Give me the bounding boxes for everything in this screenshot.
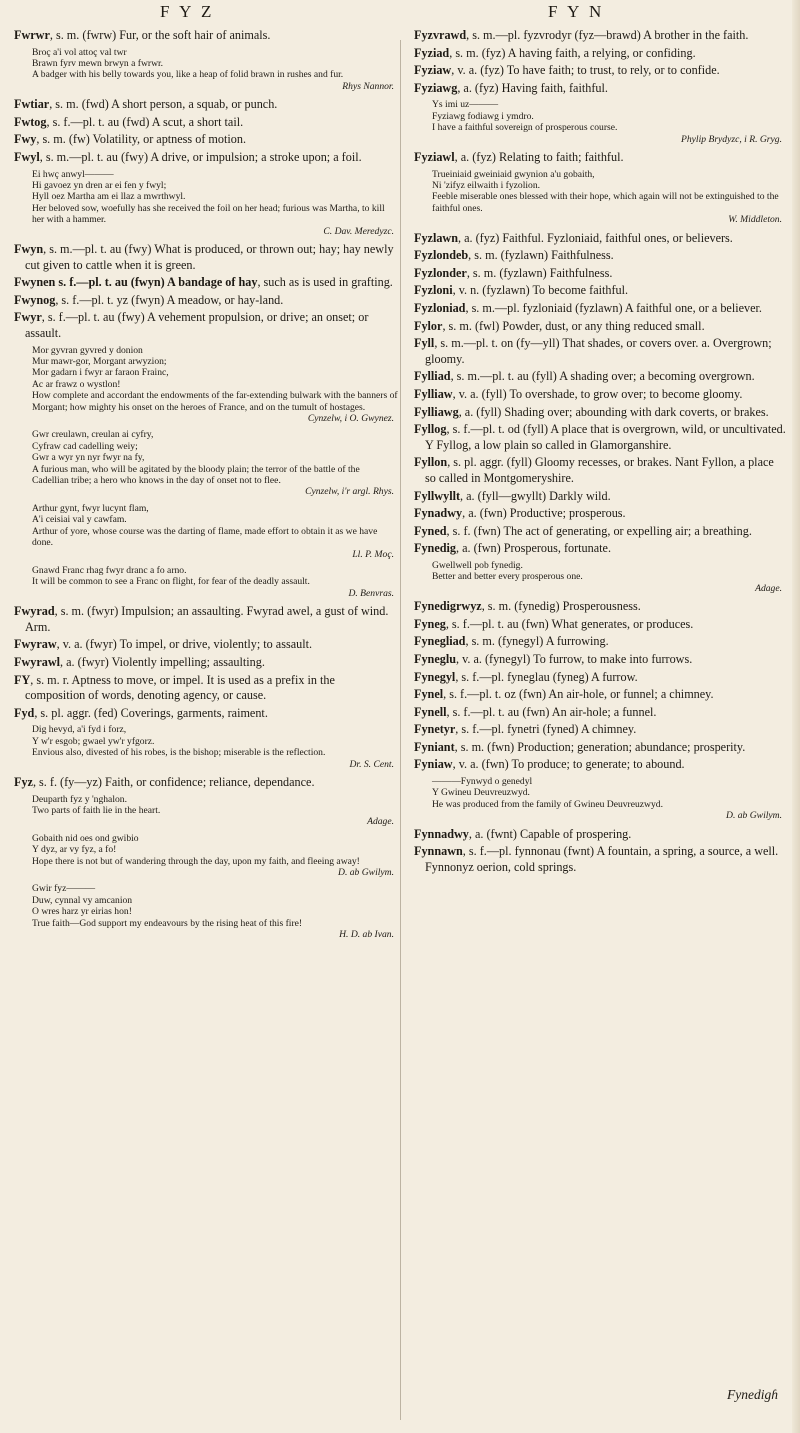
dictionary-entry: Fynedig, a. (fwn) Prosperous, fortunate. xyxy=(414,541,611,556)
quotation-line: Y dyz, ar vy fyz, a fo! xyxy=(32,844,117,856)
dictionary-entry: Fyniaw, v. a. (fwn) To produce; to generate; to abound. xyxy=(414,757,685,772)
entry-headword: Fyzvrawd xyxy=(414,28,467,42)
entry-headword: Fyziad xyxy=(414,45,450,60)
entry-headword: Fynegliad xyxy=(414,634,466,649)
dictionary-entry: Fwy, s. m. (fw) Volatility, or aptness of motion. xyxy=(14,132,246,147)
quotation-line: Ni 'zifyz eilwaith i fyzolion. xyxy=(432,180,541,191)
quotation-line: Dig hevyd, a'i fyd i forz, xyxy=(32,724,127,736)
quotation-line: Ys imi uz——— xyxy=(432,99,499,111)
quotation-line: A furious man, who will be agitated by the bloody plain; the terror of the battle of the Cadellian tribe; a hero who knows in the day of onset not to flee. xyxy=(32,463,360,487)
quotation-line: He was produced from the family of Gwineu Deuvreuzwyd. xyxy=(432,798,663,810)
dictionary-entry: Fwynog, s. f.—pl. t. yz (fwyn) A meadow, or hay-land. xyxy=(14,292,284,307)
dictionary-entry: Fynell, s. f.—pl. t. au (fwn) An air-hole; a funnel. xyxy=(414,704,657,719)
quotation-line: Ac ar frawz o wystlon! xyxy=(32,378,121,390)
quotation-source: H. D. ab Ivan. xyxy=(339,928,394,940)
entry-headword: Fwyn xyxy=(14,242,44,257)
quotation-line: Gobaith nid oes ond gwibio xyxy=(32,832,139,844)
entry-headword: Fyzlonder xyxy=(414,265,467,280)
quotation xyxy=(414,560,786,594)
entry-headword: Fyzlondeb xyxy=(414,248,469,263)
entry-headword: Fyllwyllt xyxy=(414,488,461,503)
quotation-line: A'i ceisiai val y cawfam. xyxy=(32,514,127,526)
entry-headword: Fynnawn xyxy=(414,844,463,859)
quotation-line: Gwellwell pob fynedig. xyxy=(432,559,523,571)
quotation-line: ———Fynwyd o genedyl xyxy=(432,776,533,788)
entry-headword: Fyz xyxy=(14,774,33,789)
quotation-line: Brawn fyrv mewn brwyn a fwrwr. xyxy=(32,58,164,69)
quotation-source: Phylip Brydyzc, i R. Gryg. xyxy=(681,133,782,145)
dictionary-entry: Fyziaw, v. a. (fyz) To have faith; to trust, to rely, or to confide. xyxy=(414,63,720,78)
entry-headword: Fynedig xyxy=(414,541,456,556)
quotation-line: Gwr a wyr yn nyr fwyr na fy, xyxy=(32,452,145,464)
quotation-source: C. Dav. Meredyzc. xyxy=(323,225,394,237)
quotation-line: Gwr creulawn, creulan ai cyfry, xyxy=(32,429,154,441)
dictionary-entry: Fyllog, s. f.—pl. t. od (fyll) A place that is overgrown, wild, or uncultivated. Y Fyllog, a low plain so called in Glamorganshire. xyxy=(414,422,786,452)
quotation-line: Deuparth fyz y 'nghalon. xyxy=(32,793,127,805)
quotation-line: A badger with his belly towards you, like a heap of folid brawn in rushes and fur. xyxy=(32,69,344,81)
dictionary-entry: Fwrwr, s. m. (fwrw) Fur, or the soft hair of animals. xyxy=(14,28,271,42)
quotation-line: Better and better every prosperous one. xyxy=(432,571,583,583)
quotation-line: Duw, cynnal vy amcanion xyxy=(32,894,133,906)
dictionary-entry: Fynnadwy, a. (fwnt) Capable of prospering. xyxy=(414,826,632,841)
entry-headword: Fwyl xyxy=(14,150,40,164)
dictionary-entry: Fwyn, s. m.—pl. t. au (fwy) What is produced, or thrown out; hay; hay newly cut given to cattle when it is green. xyxy=(14,242,394,272)
dictionary-entry: Fwyl, s. m.—pl. t. au (fwy) A drive, or impulsion; a stroke upon; a foil. xyxy=(14,150,362,164)
quotation-line: Y w'r esgob; gwael yw'r yfgorz. xyxy=(32,735,155,747)
dictionary-entry: Fyzvrawd, s. m.—pl. fyzvrodyr (fyz—brawd) A brother in the faith. xyxy=(414,28,749,42)
catchword: Fynedigɦ xyxy=(727,1387,778,1402)
quotation-source: Dr. S. Cent. xyxy=(349,758,394,770)
entry-headword: Fwynen s. f.—pl. t. au (fwyn) A bandage of hay xyxy=(14,275,258,290)
dictionary-entry: Fyziad, s. m. (fyz) A having faith, a relying, or confiding. xyxy=(414,45,696,60)
quotation-line: Mor gyvran gyvred y donion xyxy=(32,344,143,356)
quotation-line: Y Gwineu Deuvreuzwyd. xyxy=(432,787,530,799)
quotation-line: How complete and accordant the endowments of the far-extending bulwark with the banners of Morgant; how mighty his onset on the heroes of France, and on the tumult of hostages. xyxy=(32,390,398,413)
dictionary-entry: Fyllwyllt, a. (fyll—gwyllt) Darkly wild. xyxy=(414,488,611,503)
left-column xyxy=(14,28,398,945)
entry-headword: Fwrwr xyxy=(14,28,50,42)
entry-headword: Fylliawg xyxy=(414,404,459,419)
dictionary-entry: Fyziawl, a. (fyz) Relating to faith; faithful. xyxy=(414,150,624,164)
quotation-source: D. ab Gwilym. xyxy=(726,810,782,822)
quotation-line: Feeble miserable ones blessed with their hope, which again will not be extinguished to the faithful ones. xyxy=(432,191,779,214)
dictionary-entry: Fyziawg, a. (fyz) Having faith, faithful. xyxy=(414,80,608,95)
entry-headword: Fwtog xyxy=(14,114,47,129)
quotation-source: D. Benvras. xyxy=(348,587,394,599)
quotation-line: Hyll oez Martha am ei llaz a mwrthwyl. xyxy=(32,191,186,203)
quotation-line: O wres harz yr eirias hon! xyxy=(32,906,132,918)
entry-headword: Fynnadwy xyxy=(414,826,469,841)
entry-headword: Fyned xyxy=(414,523,447,538)
quotation-line: Hi gavoez yn dren ar ei fen y fwyl; xyxy=(32,180,167,191)
quotation-line: Cyfraw cad cadelling weiy; xyxy=(32,440,138,452)
entry-headword: FY xyxy=(14,672,31,687)
quotation xyxy=(414,99,786,145)
dictionary-entry: Fyned, s. f. (fwn) The act of generating, or expelling air; a breathing. xyxy=(414,523,752,538)
entry-headword: Fylliad xyxy=(414,369,451,384)
page-edge xyxy=(792,0,800,1433)
entry-headword: Fyllog xyxy=(414,422,447,437)
entry-headword: Fylliaw xyxy=(414,386,453,401)
dictionary-entry: Fyzlonder, s. m. (fyzlawn) Faithfulness. xyxy=(414,265,613,280)
dictionary-entry: Fyzloniad, s. m.—pl. fyzloniaid (fyzlawn) A faithful one, or a believer. xyxy=(414,301,762,315)
entry-headword: Fynadwy xyxy=(414,506,463,521)
quotation-line: Fyziawg fodiawg i ymdro. xyxy=(432,110,534,122)
quotation-line: Mor gadarn i fwyr ar faraon Frainc, xyxy=(32,367,169,379)
quotation-source: Adage. xyxy=(755,582,782,594)
dictionary-entry: Fylor, s. m. (fwl) Powder, dust, or any thing reduced small. xyxy=(414,318,705,333)
quotation xyxy=(14,503,398,560)
quotation-source: W. Middleton. xyxy=(728,214,782,226)
dictionary-entry: Fyneglu, v. a. (fynegyl) To furrow, to make into furrows. xyxy=(414,651,693,666)
dictionary-entry: Fyneg, s. f.—pl. t. au (fwn) What generates, or produces. xyxy=(414,616,694,631)
quotation xyxy=(14,883,398,940)
quotation-line: Gwir fyz——— xyxy=(32,883,96,895)
entry-headword: Fyd xyxy=(14,705,35,720)
quotation xyxy=(14,169,398,237)
dictionary-entry: Fyzlondeb, s. m. (fyzlawn) Faithfulness. xyxy=(414,248,614,263)
dictionary-entry: Fyzloni, v. n. (fyzlawn) To become faithful. xyxy=(414,283,629,298)
column-divider xyxy=(400,40,401,1420)
entry-headword: Fwtiar xyxy=(14,97,50,112)
dictionary-entry: Fynnawn, s. f.—pl. fynnonau (fwnt) A fountain, a spring, a source, a well. Fynnonyz oerion, cold springs. xyxy=(414,844,779,874)
entry-headword: Fyzlawn xyxy=(414,230,459,245)
quotation xyxy=(414,776,786,822)
page-header xyxy=(0,2,800,28)
dictionary-entry: Fwyr, s. f.—pl. t. au (fwy) A vehement propulsion, or drive; an onset; or assault. xyxy=(14,310,369,340)
entry-headword: Fyniaw xyxy=(414,757,453,772)
quotation xyxy=(14,345,398,425)
dictionary-entry: Fynegyl, s. f.—pl. fyneglau (fyneg) A furrow. xyxy=(414,669,638,684)
entry-headword: Fyllon xyxy=(414,455,448,470)
quotation xyxy=(14,429,398,497)
quotation-line: It will be common to see a Franc on flight, for fear of the deadly assault. xyxy=(32,576,310,588)
dictionary-entry: Fyz, s. f. (fy—yz) Faith, or confidence; reliance, dependance. xyxy=(14,774,315,789)
dictionary-entry: Fyd, s. pl. aggr. (fed) Coverings, garments, raiment. xyxy=(14,705,268,720)
quotation-line: Arthur of yore, whose course was the darting of flame, made effort to obtain it as we have done. xyxy=(32,525,378,549)
dictionary-entry: Fylliawg, a. (fyll) Shading over; abounding with dark coverts, or brakes. xyxy=(414,404,769,419)
dictionary-entry: FY, s. m. r. Aptness to move, or impel. It is used as a prefix in the composition of words, denoting agency, or cause. xyxy=(14,672,335,703)
dictionary-entry: Fwyraw, v. a. (fwyr) To impel, or drive, violently; to assault. xyxy=(14,637,313,652)
dictionary-entry: Fwtog, s. f.—pl. t. au (fwd) A scut, a short tail. xyxy=(14,114,244,129)
quotation xyxy=(14,724,398,770)
entry-headword: Fwyraw xyxy=(14,637,57,652)
entry-headword: Fynetyr xyxy=(414,722,456,737)
dictionary-entry: Fyzlawn, a. (fyz) Faithful. Fyzloniaid, faithful ones, or believers. xyxy=(414,230,733,245)
quotation-source: Rhys Nannor. xyxy=(342,80,394,92)
entry-headword: Fyneglu xyxy=(414,651,456,666)
dictionary-entry: Fynegliad, s. m. (fynegyl) A furrowing. xyxy=(414,634,609,649)
dictionary-entry: Fylliad, s. m.—pl. t. au (fyll) A shading over; a becoming overgrown. xyxy=(414,369,755,384)
entry-headword: Fynedigrwyz xyxy=(414,599,482,614)
dictionary-entry: Fwyrad, s. m. (fwyr) Impulsion; an assaulting. Fwyrad awel, a gust of wind. Arm. xyxy=(14,604,389,634)
entry-headword: Fyziaw xyxy=(414,63,452,78)
entry-headword: Fynell xyxy=(414,704,447,719)
quotation-line: Envious also, divested of his robes, is the bishop; miserable is the reflection. xyxy=(32,747,326,759)
quotation-line: Arthur gynt, fwyr lucynt flam, xyxy=(32,502,149,514)
quotation xyxy=(14,833,398,879)
entry-headword: Fynel xyxy=(414,687,444,702)
entry-headword: Fwynog xyxy=(14,292,56,307)
entry-headword: Fwyrawl xyxy=(14,654,61,669)
entry-headword: Fyneg xyxy=(414,616,446,631)
entry-headword: Fwyr xyxy=(14,310,42,325)
dictionary-entry: Fyniant, s. m. (fwn) Production; generation; abundance; prosperity. xyxy=(414,739,746,754)
dictionary-entry: Fynadwy, a. (fwn) Productive; prosperous. xyxy=(414,506,626,521)
entry-headword: Fyzloni xyxy=(414,283,453,298)
quotation-source: D. ab Gwilym. xyxy=(338,866,394,878)
quotation-line: Gnawd Franc rhag fwyr dranc a fo arno. xyxy=(32,564,187,576)
quotation-line: Her beloved sow, woefully has she received the foil on her head; furious was Martha, to kill her with a hammer. xyxy=(32,202,385,226)
dictionary-entry: Fwtiar, s. m. (fwd) A short person, a squab, or punch. xyxy=(14,97,278,112)
quotation-source: Cynzelw, i'r argl. Rhys. xyxy=(305,486,394,498)
quotation-line: Ei hwç anwyl——— xyxy=(32,168,114,180)
dictionary-entry: Fyll, s. m.—pl. t. on (fy—yll) That shades, or covers over. a. Overgrown; gloomy. xyxy=(414,336,772,366)
entry-headword: Fwy xyxy=(14,132,37,147)
quotation-line: True faith—God support my endeavours by the rising heat of this fire! xyxy=(32,917,303,929)
entry-headword: Fyzloniad xyxy=(414,301,466,315)
quotation xyxy=(14,47,398,93)
quotation-source: Adage. xyxy=(367,816,394,828)
quotation-line: Hope there is not but of wandering through the day, upon my faith, and fleeing away! xyxy=(32,855,360,867)
dictionary-entry: Fyllon, s. pl. aggr. (fyll) Gloomy recesses, or brakes. Nant Fyllon, a place so called in Montgomeryshire. xyxy=(414,455,774,485)
entry-headword: Fyziawl xyxy=(414,150,455,164)
running-head-right: F Y N xyxy=(548,2,605,21)
quotation-line: Trueiniaid gweiniaid gwynion a'u gobaith, xyxy=(432,168,595,180)
quotation-line: Broç a'i vol attoç val twr xyxy=(32,46,127,58)
entry-headword: Fwyrad xyxy=(14,604,55,619)
dictionary-entry: Fynedigrwyz, s. m. (fynedig) Prosperousness. xyxy=(414,599,641,614)
quotation-line: I have a faithful sovereign of prosperous course. xyxy=(432,122,618,134)
right-column xyxy=(414,28,786,877)
quotation-source: Cynzelw, i O. Gwynez. xyxy=(307,413,394,425)
dictionary-entry: Fynetyr, s. f.—pl. fynetri (fyned) A chimney. xyxy=(414,722,637,737)
entry-headword: Fynegyl xyxy=(414,669,456,684)
quotation-line: Mur mawr-gor, Morgant arwyzion; xyxy=(32,356,167,367)
quotation xyxy=(414,169,786,226)
dictionary-entry: Fylliaw, v. a. (fyll) To overshade, to grow over; to become gloomy. xyxy=(414,386,743,401)
dictionary-entry: Fwyrawl, a. (fwyr) Violently impelling; assaulting. xyxy=(14,654,265,669)
dictionary-entry: Fynel, s. f.—pl. t. oz (fwn) An air-hole, or funnel; a chimney. xyxy=(414,687,714,702)
quotation xyxy=(14,565,398,599)
entry-headword: Fylor xyxy=(414,318,443,333)
entry-headword: Fyll xyxy=(414,336,435,351)
quotation-line: Two parts of faith lie in the heart. xyxy=(32,804,161,816)
entry-headword: Fyziawg xyxy=(414,80,458,95)
running-head-left: F Y Z xyxy=(160,2,215,21)
quotation-source: Ll. P. Moç. xyxy=(352,548,394,560)
entry-headword: Fyniant xyxy=(414,739,455,754)
dictionary-entry: Fwynen s. f.—pl. t. au (fwyn) A bandage of hay, such as is used in grafting. xyxy=(14,275,393,290)
quotation xyxy=(14,794,398,828)
